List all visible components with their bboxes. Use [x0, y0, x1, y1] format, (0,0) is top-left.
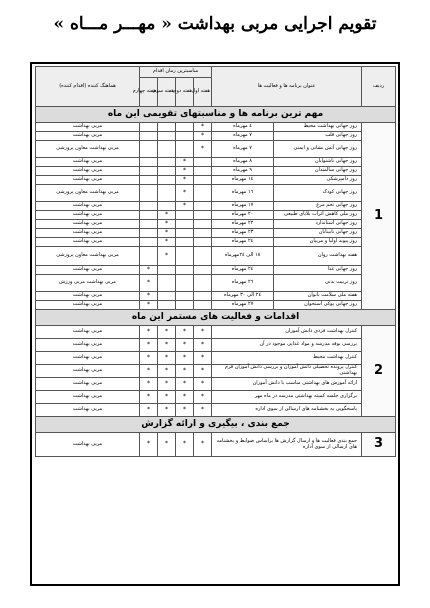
activity-title: روز جهانی استاندارد	[274, 220, 362, 229]
week-1-mark: *	[194, 365, 212, 378]
week-2-mark	[176, 238, 194, 247]
week-3-mark: *	[158, 339, 176, 352]
table-row	[36, 339, 396, 352]
week-1-mark	[194, 176, 212, 185]
week-4-mark	[140, 141, 158, 158]
coordinator-cell: مربی بهداشت	[36, 202, 140, 211]
week-3-mark: *	[158, 211, 176, 220]
coordinator-cell: مربی بهداشت	[36, 404, 140, 417]
week-1-mark: *	[194, 352, 212, 365]
table-row	[36, 167, 396, 176]
activity-title: برگزاری جلسه کمیته بهداشتی مدرسه در ماه مهر	[212, 391, 362, 404]
week-4-mark	[140, 132, 158, 141]
week-2-mark: *	[176, 185, 194, 202]
header-week-2: هفته دوم	[176, 78, 194, 107]
coordinator-cell: مربی بهداشت	[36, 229, 140, 238]
coordinator-cell: مربی بهداشت معاون پرورشی	[36, 141, 140, 158]
table-row	[36, 220, 396, 229]
activity-date: ۲٤ مهرماه	[212, 266, 274, 275]
table-row	[36, 378, 396, 391]
activity-title: جمع بندی فعالیت ها و ارسال گزارش ها براساس ضوابط و بخشنامه های ارسالی از سوی اداره	[212, 433, 362, 457]
week-1-mark	[194, 275, 212, 292]
activity-title: روز جهانی بهداشت محیط	[274, 123, 362, 132]
activity-title: روز جهانی کودک	[274, 185, 362, 202]
week-3-mark: *	[158, 352, 176, 365]
activity-title: روز جهانی سالمندان	[274, 167, 362, 176]
week-1-mark: *	[194, 391, 212, 404]
coordinator-cell: مربی بهداشت	[36, 292, 140, 301]
coordinator-cell: مربی بهداشت	[36, 132, 140, 141]
coordinator-cell: مربی بهداشت	[36, 158, 140, 167]
row-number: 2	[362, 326, 396, 417]
activity-date: ۲٤ مهرماه	[212, 238, 274, 247]
week-2-mark: *	[176, 404, 194, 417]
week-1-mark: *	[194, 141, 212, 158]
table-row	[36, 352, 396, 365]
activity-title: روز دامپزشکی	[274, 176, 362, 185]
activity-title: روز جهانی تخم مرغ	[274, 202, 362, 211]
activity-date: ۲٦ مهرماه	[212, 275, 274, 292]
activity-title: روز ملی کاهش اثرات بلایای طبیعی	[274, 211, 362, 220]
week-1-mark	[194, 167, 212, 176]
week-1-mark: *	[194, 433, 212, 457]
page-title: تقویم اجرایی مربی بهداشت « مهـــر مـــاه »	[53, 14, 377, 34]
activity-title: هفته ملی سلامت بانوان	[274, 292, 362, 301]
table-row	[36, 158, 396, 167]
section-header	[36, 417, 396, 433]
week-3-mark: *	[158, 378, 176, 391]
section-title: جمع بندی ، بیگیری و ارائه گزارش	[36, 417, 396, 433]
activity-title: روز جهانی آتش نشانی و ایمنی	[274, 141, 362, 158]
section-title: اقدامات و فعالیت های مستمر این ماه	[36, 310, 396, 326]
coordinator-cell: مربی بهداشت	[36, 378, 140, 391]
header-week-1: هفته اول	[194, 78, 212, 107]
coordinator-cell: مربی بهداشت معاون پرورشی	[36, 247, 140, 266]
week-4-mark	[140, 211, 158, 220]
week-4-mark: *	[140, 352, 158, 365]
activity-date: ١٤ مهرماه	[212, 176, 274, 185]
week-1-mark	[194, 292, 212, 301]
week-4-mark	[140, 238, 158, 247]
activity-date: ١٦ مهرماه	[212, 185, 274, 202]
table-row	[36, 185, 396, 202]
week-3-mark	[158, 266, 176, 275]
section-header	[36, 107, 396, 123]
week-2-mark: *	[176, 352, 194, 365]
table-row	[36, 176, 396, 185]
table-row	[36, 141, 396, 158]
week-1-mark: *	[194, 378, 212, 391]
activity-date: ۷ مهرماه	[212, 132, 274, 141]
activity-title: کنترل پرونده تحصیلی دانش آموزان و بررسی دانش آموزان فرم بهداشتی	[212, 365, 362, 378]
activity-title: روز جهانی نابینایان	[274, 229, 362, 238]
table-row	[36, 301, 396, 310]
week-1-mark	[194, 247, 212, 266]
coordinator-cell: مربی بهداشت	[36, 301, 140, 310]
week-1-mark	[194, 211, 212, 220]
coordinator-cell: مربی بهداشت معاون پرورشی	[36, 185, 140, 202]
header-activity: عنوان برنامه ها و فعالیت ها	[212, 67, 362, 107]
activity-title: روز جهانی غذا	[274, 266, 362, 275]
week-3-mark: *	[158, 238, 176, 247]
week-1-mark: *	[194, 132, 212, 141]
coordinator-cell: مربی بهداشت	[36, 266, 140, 275]
table-row	[36, 202, 396, 211]
week-3-mark: *	[158, 220, 176, 229]
table-row	[36, 123, 396, 132]
row-number: 3	[362, 433, 396, 457]
header-week-3: هفته سوم	[158, 78, 176, 107]
week-1-mark	[194, 238, 212, 247]
week-3-mark: *	[158, 247, 176, 266]
week-3-mark	[158, 132, 176, 141]
week-4-mark: *	[140, 404, 158, 417]
week-4-mark	[140, 185, 158, 202]
header-week-4: هفته چهارم	[140, 78, 158, 107]
week-4-mark	[140, 158, 158, 167]
week-1-mark	[194, 158, 212, 167]
activity-date: ۲۷ مهرماه	[212, 301, 274, 310]
week-2-mark	[176, 247, 194, 266]
coordinator-cell: مربی بهداشت	[36, 176, 140, 185]
week-4-mark	[140, 167, 158, 176]
week-4-mark	[140, 220, 158, 229]
week-1-mark: *	[194, 404, 212, 417]
week-4-mark: *	[140, 326, 158, 339]
week-3-mark	[158, 176, 176, 185]
section-title: مهم ترین برنامه ها و مناسبتهای تقویمی این ماه	[36, 107, 396, 123]
activity-date: ۷ مهرماه	[212, 141, 274, 158]
week-4-mark	[140, 229, 158, 238]
row-number: 1	[362, 123, 396, 310]
table-row	[36, 391, 396, 404]
week-1-mark: *	[194, 326, 212, 339]
week-4-mark: *	[140, 292, 158, 301]
week-2-mark: *	[176, 167, 194, 176]
week-2-mark	[176, 123, 194, 132]
week-3-mark	[158, 202, 176, 211]
activity-title: کنترل بهداشت فردی دانش آموزان	[212, 326, 362, 339]
week-1-mark	[194, 202, 212, 211]
week-4-mark	[140, 247, 158, 266]
week-4-mark: *	[140, 339, 158, 352]
week-2-mark: *	[176, 326, 194, 339]
week-2-mark	[176, 132, 194, 141]
week-1-mark	[194, 266, 212, 275]
activity-title: ارائه آموزش های بهداشتی مناسب با دانش آموزان	[212, 378, 362, 391]
activity-title: روز جهانی قلب	[274, 132, 362, 141]
week-4-mark: *	[140, 365, 158, 378]
table-row	[36, 433, 396, 457]
week-2-mark: *	[176, 433, 194, 457]
coordinator-cell: مربی بهداشت	[36, 326, 140, 339]
week-4-mark	[140, 123, 158, 132]
week-4-mark	[140, 202, 158, 211]
week-3-mark	[158, 141, 176, 158]
coordinator-cell: مربی بهداشت	[36, 123, 140, 132]
week-2-mark	[176, 220, 194, 229]
week-3-mark	[158, 301, 176, 310]
week-1-mark	[194, 229, 212, 238]
week-2-mark: *	[176, 176, 194, 185]
week-2-mark: *	[176, 339, 194, 352]
week-4-mark: *	[140, 433, 158, 457]
coordinator-cell: مربی بهداشت	[36, 211, 140, 220]
week-2-mark	[176, 141, 194, 158]
activity-title: بررسی بوفه مدرسه و مواد غذایی موجود در آن	[212, 339, 362, 352]
week-2-mark: *	[176, 158, 194, 167]
coordinator-cell: مربی بهداشت	[36, 238, 140, 247]
week-1-mark	[194, 301, 212, 310]
activity-date: ۲۳ مهرماه	[212, 229, 274, 238]
activity-title: هفته بهداشت روان	[274, 247, 362, 266]
week-2-mark	[176, 211, 194, 220]
week-3-mark	[158, 158, 176, 167]
activity-date: ۱۸ الی ۲٤مهرماه	[212, 247, 274, 266]
week-3-mark: *	[158, 404, 176, 417]
week-3-mark: *	[158, 229, 176, 238]
week-2-mark: *	[176, 365, 194, 378]
activity-title: روز جهانی ناشنوایان	[274, 158, 362, 167]
week-4-mark: *	[140, 391, 158, 404]
week-3-mark	[158, 167, 176, 176]
section-header	[36, 310, 396, 326]
activity-title: کنترل بهداشت محیط	[212, 352, 362, 365]
table-row	[36, 326, 396, 339]
table-row	[36, 211, 396, 220]
week-3-mark	[158, 123, 176, 132]
week-2-mark	[176, 266, 194, 275]
week-2-mark: *	[176, 378, 194, 391]
week-3-mark	[158, 292, 176, 301]
week-4-mark	[140, 176, 158, 185]
table-row	[36, 132, 396, 141]
week-4-mark: *	[140, 378, 158, 391]
activity-title: پاسخگویی به بخشنامه های ارسالی از سوی اداره	[212, 404, 362, 417]
coordinator-cell: مربی بهداشت	[36, 391, 140, 404]
table-row	[36, 404, 396, 417]
week-4-mark: *	[140, 275, 158, 292]
week-1-mark	[194, 185, 212, 202]
week-3-mark: *	[158, 326, 176, 339]
header-row-number: ردیف	[362, 67, 396, 107]
week-3-mark	[158, 185, 176, 202]
week-3-mark: *	[158, 365, 176, 378]
activity-date: ۲۰ مهرماه	[212, 211, 274, 220]
activity-date: ٤ مهرماه	[212, 123, 274, 132]
header-coordinator: هماهنگ کننده (اقدام کننده)	[36, 67, 140, 107]
coordinator-cell: مربی بهداشت	[36, 339, 140, 352]
week-2-mark	[176, 275, 194, 292]
coordinator-cell: مربی بهداشت	[36, 352, 140, 365]
activity-title: روز جهانی پوکی استخوان	[274, 301, 362, 310]
activity-title: روز تربیت بدنی	[274, 275, 362, 292]
week-4-mark: *	[140, 301, 158, 310]
coordinator-cell: مربی بهداشت	[36, 433, 140, 457]
activity-date: ۱۷ مهرماه	[212, 202, 274, 211]
week-1-mark	[194, 220, 212, 229]
table-row	[36, 275, 396, 292]
week-3-mark	[158, 275, 176, 292]
activity-date: ۸ مهرماه	[212, 158, 274, 167]
coordinator-cell: مربی بهداشت	[36, 220, 140, 229]
week-1-mark: *	[194, 339, 212, 352]
coordinator-cell: مربی بهداشت مربی ورزش	[36, 275, 140, 292]
week-2-mark	[176, 229, 194, 238]
activity-date: ۲۲ مهرماه	[212, 220, 274, 229]
activity-date: ۹ مهرماه	[212, 167, 274, 176]
header-timing: مناسبترین زمان اقدام	[140, 67, 212, 78]
table-row	[36, 292, 396, 301]
table-row	[36, 266, 396, 275]
week-2-mark: *	[176, 202, 194, 211]
coordinator-cell: مربی بهداشت	[36, 365, 140, 378]
table-row	[36, 365, 396, 378]
week-3-mark: *	[158, 391, 176, 404]
activity-title: روز پیوند اولیا و مربیان	[274, 238, 362, 247]
week-3-mark: *	[158, 433, 176, 457]
week-2-mark	[176, 292, 194, 301]
table-row	[36, 238, 396, 247]
week-1-mark: *	[194, 123, 212, 132]
table-row	[36, 229, 396, 238]
schedule-table	[35, 66, 396, 457]
week-2-mark	[176, 301, 194, 310]
table-row	[36, 247, 396, 266]
week-2-mark: *	[176, 391, 194, 404]
activity-date: ۲٤ الی ۳۰ مهرماه	[212, 292, 274, 301]
coordinator-cell: مربی بهداشت	[36, 167, 140, 176]
week-4-mark: *	[140, 266, 158, 275]
